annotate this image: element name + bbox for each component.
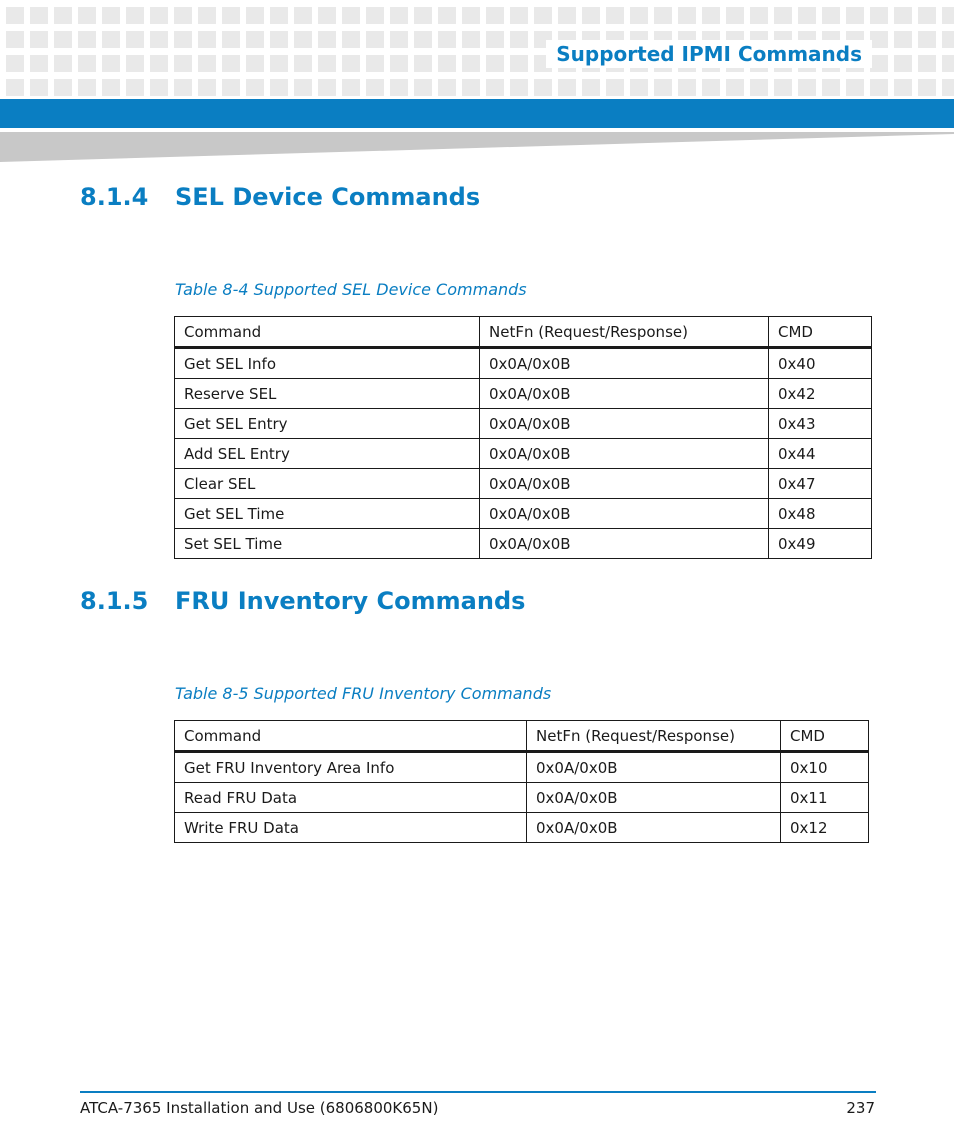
column-header: CMD [769,317,872,348]
cmd-cell: 0x43 [769,409,872,439]
command-cell: Get SEL Info [175,348,480,379]
command-cell: Reserve SEL [175,379,480,409]
table-row [175,348,872,379]
cmd-cell: 0x48 [769,499,872,529]
netfn-cell: 0x0A/0x0B [527,752,781,783]
section-title: FRU Inventory Commands [175,587,526,615]
command-cell: Write FRU Data [175,813,527,843]
column-header: Command [175,721,527,752]
table-row [175,813,869,843]
cmd-cell: 0x40 [769,348,872,379]
command-cell: Set SEL Time [175,529,480,559]
cmd-cell: 0x49 [769,529,872,559]
command-cell: Get SEL Time [175,499,480,529]
netfn-cell: 0x0A/0x0B [527,783,781,813]
netfn-cell: 0x0A/0x0B [480,499,769,529]
cmd-cell: 0x47 [769,469,872,499]
command-cell: Clear SEL [175,469,480,499]
netfn-cell: 0x0A/0x0B [527,813,781,843]
fru-commands-table [174,720,869,843]
table-row [175,409,872,439]
table-header-row [175,317,872,348]
column-header: Command [175,317,480,348]
table-caption-fru: Table 8-5 Supported FRU Inventory Commands [175,684,552,703]
cmd-cell: 0x12 [781,813,869,843]
netfn-cell: 0x0A/0x0B [480,439,769,469]
table-row [175,529,872,559]
table-header-row [175,721,869,752]
table-row [175,439,872,469]
command-cell: Add SEL Entry [175,439,480,469]
table-row [175,752,869,783]
command-cell: Get FRU Inventory Area Info [175,752,527,783]
footer-rule [80,1091,876,1093]
table-caption-sel: Table 8-4 Supported SEL Device Commands [175,280,527,299]
column-header: NetFn (Request/Response) [527,721,781,752]
table-row [175,499,872,529]
cmd-cell: 0x10 [781,752,869,783]
table-row [175,469,872,499]
footer-document-title: ATCA-7365 Installation and Use (6806800K65N) [80,1099,439,1117]
cmd-cell: 0x44 [769,439,872,469]
sel-commands-table [174,316,872,559]
section-title: SEL Device Commands [175,183,481,211]
section-heading-sel [80,183,480,211]
section-heading-fru [80,587,525,615]
header-wedge [0,132,954,164]
netfn-cell: 0x0A/0x0B [480,409,769,439]
command-cell: Read FRU Data [175,783,527,813]
section-number: 8.1.4 [80,183,149,211]
table-row [175,379,872,409]
column-header: NetFn (Request/Response) [480,317,769,348]
command-cell: Get SEL Entry [175,409,480,439]
page-number: 237 [846,1099,875,1117]
netfn-cell: 0x0A/0x0B [480,348,769,379]
section-number: 8.1.5 [80,587,149,615]
netfn-cell: 0x0A/0x0B [480,379,769,409]
cmd-cell: 0x11 [781,783,869,813]
cmd-cell: 0x42 [769,379,872,409]
netfn-cell: 0x0A/0x0B [480,529,769,559]
table-row [175,783,869,813]
netfn-cell: 0x0A/0x0B [480,469,769,499]
column-header: CMD [781,721,869,752]
header-band [0,99,954,128]
running-header: Supported IPMI Commands [546,40,872,68]
